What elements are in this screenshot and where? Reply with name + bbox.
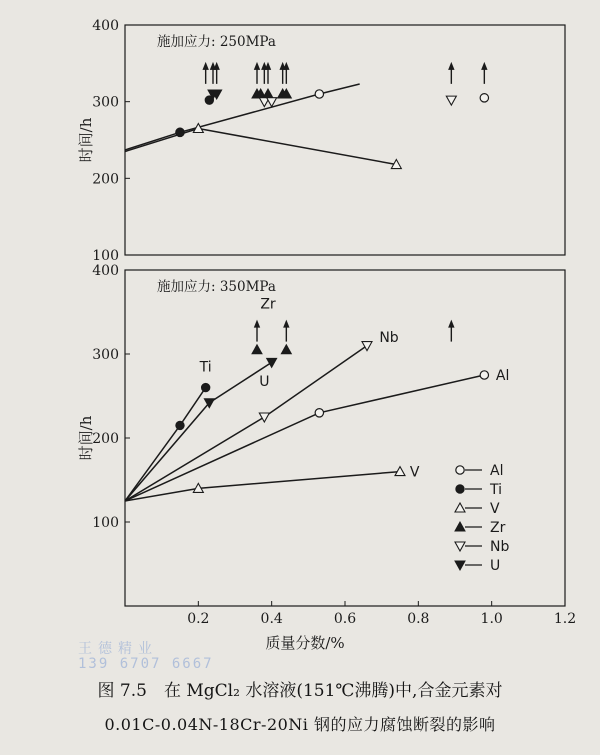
y-tick-label: 400 bbox=[92, 18, 119, 34]
runout-arrow bbox=[210, 62, 216, 84]
marker-nb bbox=[446, 96, 456, 105]
legend-marker bbox=[456, 466, 464, 474]
marker-nb bbox=[259, 413, 269, 422]
runout-arrow bbox=[213, 62, 219, 84]
marker-zr bbox=[252, 345, 262, 354]
figure-caption-line2: 0.01C-0.04N-18Cr-20Ni 钢的应力腐蚀断裂的影响 bbox=[104, 715, 496, 734]
legend-marker bbox=[455, 522, 465, 531]
runout-arrow bbox=[265, 62, 271, 84]
legend-label: U bbox=[490, 558, 501, 574]
runout-arrow bbox=[481, 62, 487, 84]
runout-arrow-head bbox=[254, 320, 260, 328]
top-panel bbox=[77, 18, 565, 264]
x-tick-label: 0.8 bbox=[407, 611, 430, 627]
runout-arrow-head bbox=[448, 320, 454, 328]
marker-nb bbox=[267, 98, 277, 107]
plot-frame bbox=[125, 25, 565, 255]
runout-arrow bbox=[261, 62, 267, 84]
legend-marker bbox=[456, 485, 464, 493]
legend-entry bbox=[455, 558, 500, 574]
x-tick-label: 0.4 bbox=[260, 611, 283, 627]
series-label-nb: Nb bbox=[379, 330, 399, 347]
figure-caption-line1: 图 7.5 在 MgCl₂ 水溶液(151℃沸腾)中,合金元素对 bbox=[97, 681, 503, 701]
series-label-v: V bbox=[409, 464, 420, 481]
y-tick-label: 300 bbox=[92, 347, 119, 363]
runout-arrow bbox=[279, 62, 285, 84]
legend-label: Ti bbox=[490, 482, 503, 498]
x-tick-label: 0.2 bbox=[187, 611, 210, 627]
runout-arrow bbox=[283, 62, 289, 84]
legend-label: Al bbox=[490, 463, 504, 479]
runout-arrow-head bbox=[481, 62, 487, 70]
runout-arrow-head bbox=[202, 62, 208, 70]
marker-al bbox=[315, 90, 323, 98]
legend-entry bbox=[456, 482, 502, 498]
marker-ti bbox=[176, 128, 184, 136]
plot-frame bbox=[125, 270, 565, 606]
legend-label: Nb bbox=[490, 539, 510, 555]
stress-annotation: 施加应力: 350MPa bbox=[157, 279, 276, 295]
marker-al bbox=[480, 94, 488, 102]
x-tick-label: 1.0 bbox=[480, 611, 503, 627]
marker-ti bbox=[176, 421, 184, 429]
runout-arrow-head bbox=[448, 62, 454, 70]
legend-entry bbox=[455, 520, 506, 536]
marker-nb bbox=[362, 342, 372, 351]
series-line-u bbox=[125, 359, 272, 501]
marker-ti bbox=[201, 383, 209, 391]
runout-arrow bbox=[202, 62, 208, 84]
marker-zr bbox=[281, 345, 291, 354]
legend-entry bbox=[455, 501, 500, 517]
y-axis-label: 时间/h bbox=[77, 117, 95, 163]
marker-v bbox=[395, 467, 405, 476]
watermark-phone: 139 6707 6667 bbox=[78, 656, 214, 672]
runout-arrow bbox=[448, 320, 454, 342]
series-line-ti bbox=[125, 388, 206, 501]
legend-label: V bbox=[490, 501, 500, 517]
series-label-u: U bbox=[259, 373, 270, 390]
series-label-ti: Ti bbox=[199, 359, 212, 376]
runout-arrow bbox=[254, 62, 260, 84]
y-tick-label: 200 bbox=[92, 431, 119, 447]
series-line-v bbox=[125, 129, 396, 165]
watermark-name: 王德精业 bbox=[78, 641, 158, 657]
runout-arrow-head bbox=[254, 62, 260, 70]
y-tick-label: 300 bbox=[92, 94, 119, 111]
series-label-al: Al bbox=[495, 368, 510, 384]
runout-arrow bbox=[254, 320, 260, 342]
y-tick-label: 100 bbox=[92, 248, 119, 264]
legend bbox=[455, 463, 509, 574]
stress-annotation: 施加应力: 250MPa bbox=[157, 34, 276, 50]
series-label-zr: Zr bbox=[260, 296, 276, 313]
x-tick-label: 0.6 bbox=[333, 611, 357, 627]
x-axis-label: 质量分数/% bbox=[265, 634, 345, 652]
legend-entry bbox=[456, 463, 504, 479]
x-tick-label: 1.2 bbox=[553, 611, 577, 627]
marker-zr bbox=[263, 89, 273, 98]
runout-arrow-head bbox=[283, 320, 289, 328]
y-tick-label: 200 bbox=[92, 171, 119, 188]
marker-al bbox=[315, 409, 323, 417]
legend-marker bbox=[455, 561, 465, 570]
runout-arrow bbox=[448, 62, 454, 84]
legend-marker bbox=[455, 542, 465, 551]
y-tick-label: 100 bbox=[92, 515, 119, 531]
y-tick-label: 400 bbox=[92, 263, 119, 279]
legend-label: Zr bbox=[490, 520, 506, 536]
marker-al bbox=[480, 371, 488, 379]
runout-arrow bbox=[283, 320, 289, 342]
legend-entry bbox=[455, 539, 509, 555]
y-axis-label: 时间/h bbox=[77, 415, 95, 461]
marker-u bbox=[267, 358, 277, 367]
bottom-panel bbox=[77, 263, 576, 652]
legend-marker bbox=[455, 503, 465, 512]
